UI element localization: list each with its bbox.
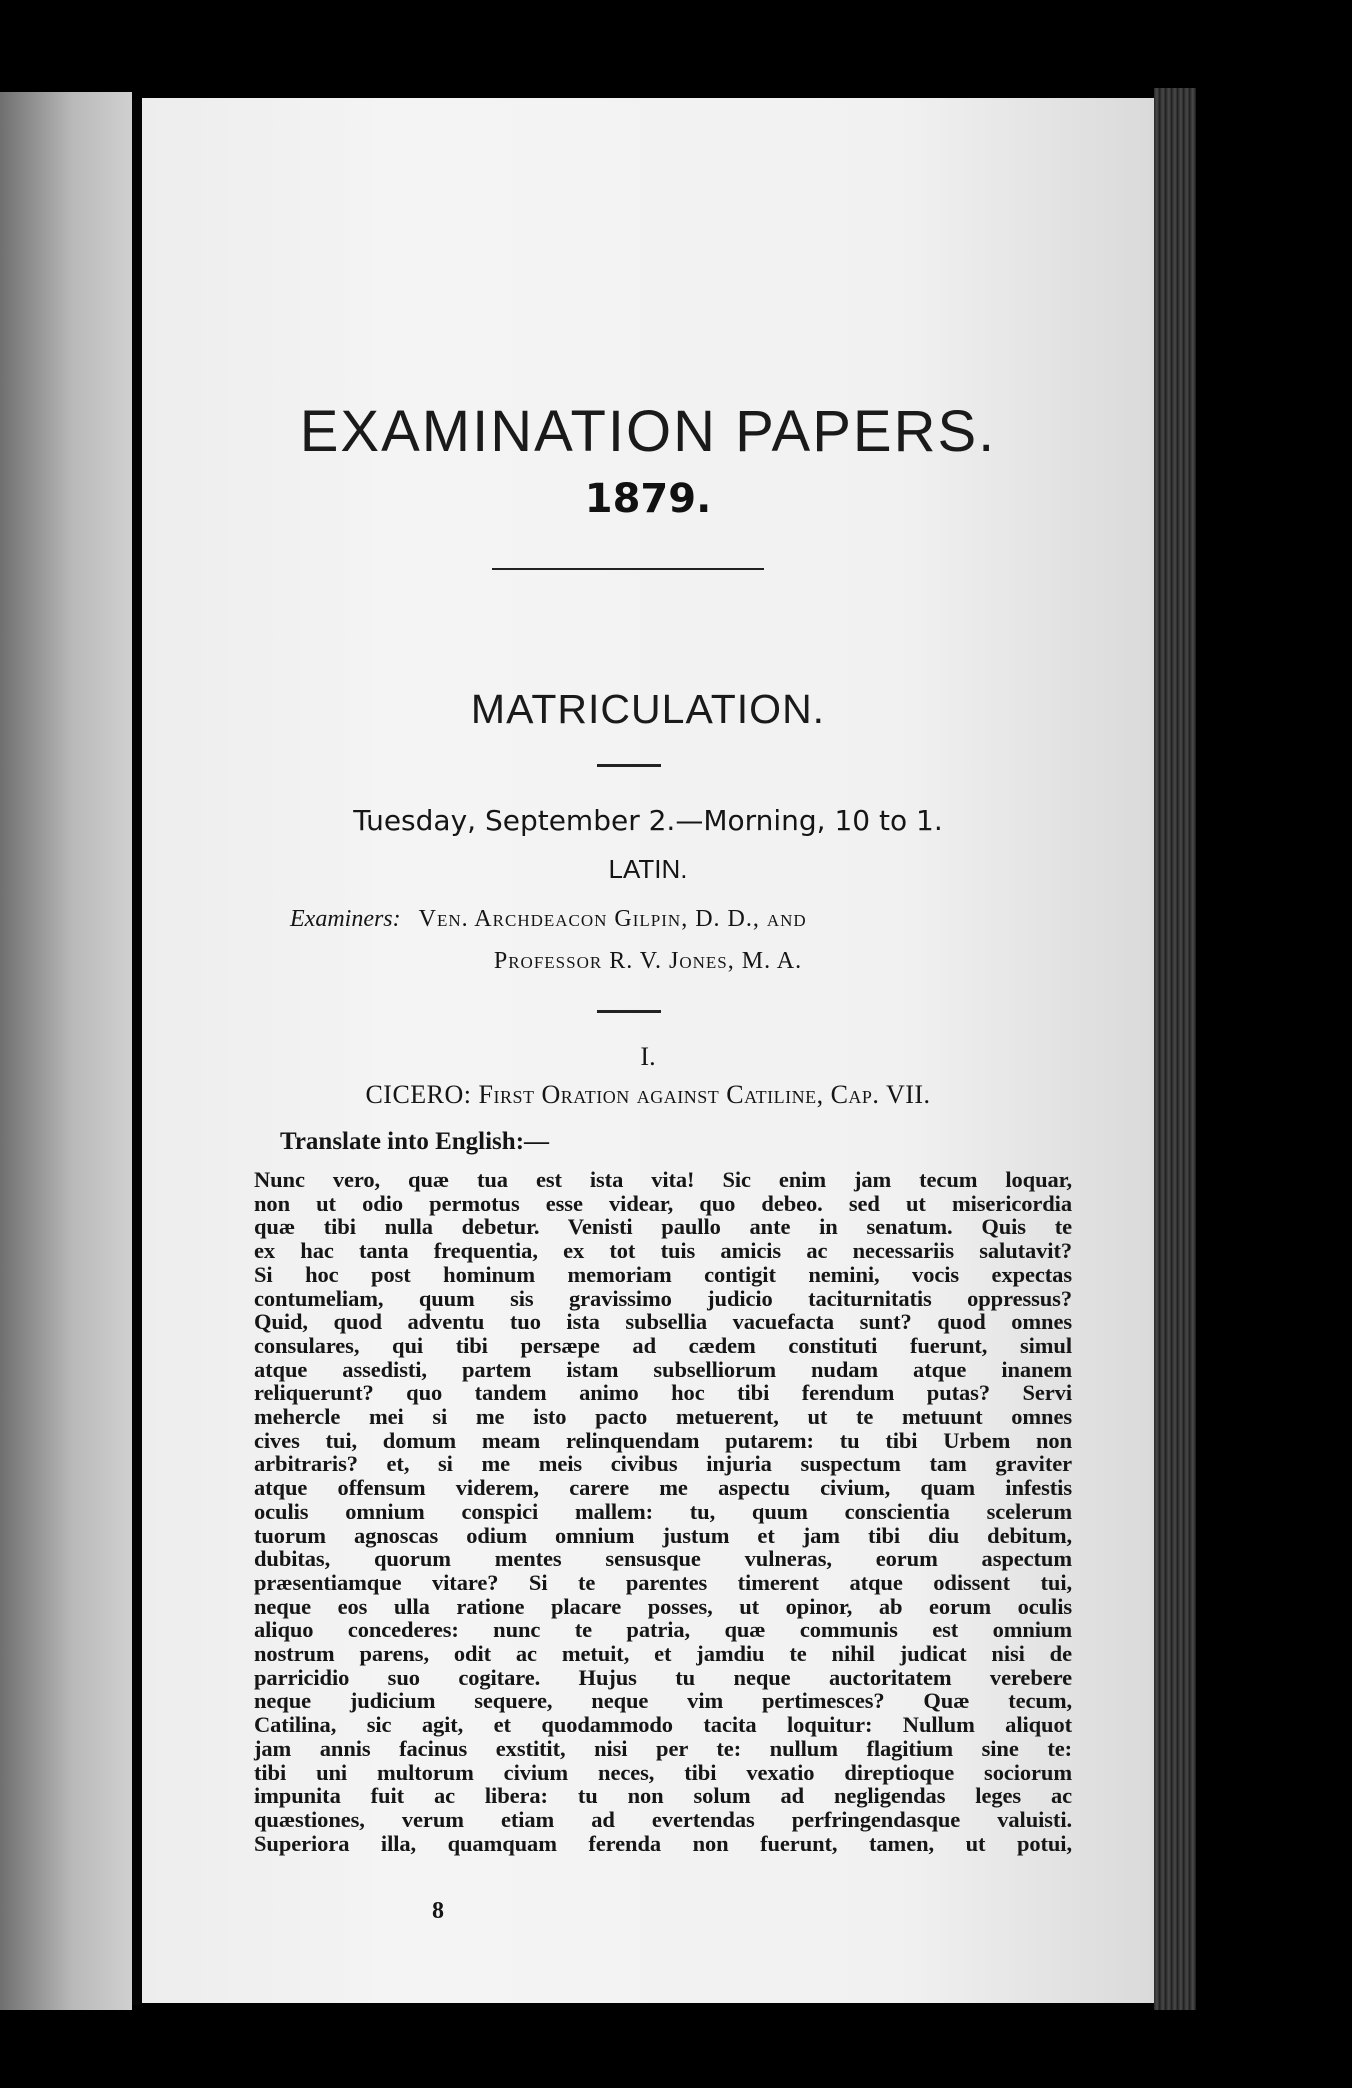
passage-line: tuorum agnoscas odium omnium justum et jam tibi diu debitum, <box>254 1522 1072 1548</box>
document-year: 1879. <box>584 476 712 522</box>
divider-rule-short <box>597 764 661 767</box>
passage-line: contumeliam, quum sis gravissimo judicio taciturnitatis oppressus? <box>254 1285 1072 1311</box>
passage-line: aliquo concederes: nunc te patria, quæ communis est omnium <box>254 1617 1072 1643</box>
subject-heading: LATIN. <box>608 854 688 884</box>
source-work: First Oration against Catiline, Cap. VII. <box>478 1080 931 1109</box>
passage-line: consulares, qui tibi persæpe ad cædem constituti fuerunt, simul <box>254 1332 1072 1358</box>
passage-line: ex hac tanta frequentia, ex tot tuis amicis ac necessariis salutavit? <box>254 1238 1072 1264</box>
passage-line: Si hoc post hominum memoriam contigit nemini, vocis expectas <box>254 1261 1072 1287</box>
examiners-names-2: Professor R. V. Jones, M. A. <box>493 948 803 974</box>
passage-line: atque assedisti, partem istam subselliorum nudam atque inanem <box>254 1356 1072 1382</box>
passage-line: impunita fuit ac libera: tu non solum ad negligendas leges ac <box>254 1783 1072 1809</box>
question-source <box>142 1080 1154 1110</box>
passage-line: oculis omnium conspici mallem: tu, quum conscientia scelerum <box>254 1498 1072 1524</box>
passage-line: arbitraris? et, si me meis civibus injuria suspectum tam graviter <box>254 1451 1072 1477</box>
passage-line: cives tui, domum meam relinquendam putarem: tu tibi Urbem non <box>254 1427 1072 1453</box>
page-content <box>142 98 1154 2003</box>
page-signature: 8 <box>432 1898 444 1924</box>
passage-line: mehercle mei si me isto pacto metuerent, ut te metuunt omnes <box>254 1404 1072 1430</box>
facing-page-edge <box>0 92 132 2010</box>
source-author: CICERO: <box>365 1080 472 1109</box>
passage-line: dubitas, quorum mentes sensusque vulneras, eorum aspectum <box>254 1546 1072 1572</box>
passage-line: præsentiamque vitare? Si te parentes timerent atque odissent tui, <box>254 1569 1072 1595</box>
passage-line: Nunc vero, quæ tua est ista vita! Sic enim jam tecum loquar, <box>254 1167 1072 1192</box>
page-block-edge <box>1154 88 1196 2010</box>
examiners-line <box>290 906 807 933</box>
passage-line: quæ tibi nulla debetur. Venisti paullo ante in senatum. Quis te <box>254 1214 1072 1240</box>
divider-rule-short-2 <box>597 1010 661 1013</box>
passage-line: quæstiones, verum etiam ad evertendas perfringendasque valuisti. <box>254 1806 1072 1832</box>
latin-passage <box>254 1168 1072 1855</box>
passage-line: Quid, quod adventu tuo ista subsellia vacuefacta sunt? quod omnes <box>254 1309 1072 1335</box>
passage-line: non ut odio permotus esse videar, quo debeo. sed ut misericordia <box>254 1190 1072 1216</box>
passage-line: atque offensum viderem, carere me aspectu civium, quam infestis <box>254 1475 1072 1501</box>
passage-line: neque eos ulla ratione placare posses, ut opinor, ab eorum oculis <box>254 1593 1072 1619</box>
examiners-label: Examiners: <box>290 906 401 932</box>
document-page <box>142 98 1154 2003</box>
question-number: I. <box>640 1042 656 1071</box>
passage-line: parricidio suo cogitare. Hujus tu neque auctoritatem verebere <box>254 1664 1072 1690</box>
question-instruction: Translate into English:— <box>280 1128 550 1155</box>
passage-line: Catilina, sic agit, et quodammodo tacita loquitur: Nullum aliquot <box>254 1712 1072 1738</box>
passage-line: tibi uni multorum civium neces, tibi vexatio direptioque sociorum <box>254 1759 1072 1785</box>
passage-line: jam annis facinus exstitit, nisi per te: nullum flagitium sine te: <box>254 1735 1072 1761</box>
passage-line: nostrum parens, odit ac metuit, et jamdiu te nihil judicat nisi de <box>254 1641 1072 1667</box>
session-date: Tuesday, September 2.—Morning, 10 to 1. <box>353 804 943 837</box>
passage-line: Superiora illa, quamquam ferenda non fuerunt, tamen, ut potui, <box>254 1830 1072 1856</box>
passage-line: neque judicium sequere, neque vim pertimesces? Quæ tecum, <box>254 1688 1072 1714</box>
passage-line: reliquerunt? quo tandem animo hoc tibi ferendum putas? Servi <box>254 1380 1072 1406</box>
section-heading: MATRICULATION. <box>470 686 826 732</box>
divider-rule <box>492 568 764 570</box>
document-title: EXAMINATION PAPERS. <box>299 399 997 464</box>
book-gutter <box>132 100 142 2005</box>
examiners-names-1: Ven. Archdeacon Gilpin, D. D., and <box>418 906 807 932</box>
